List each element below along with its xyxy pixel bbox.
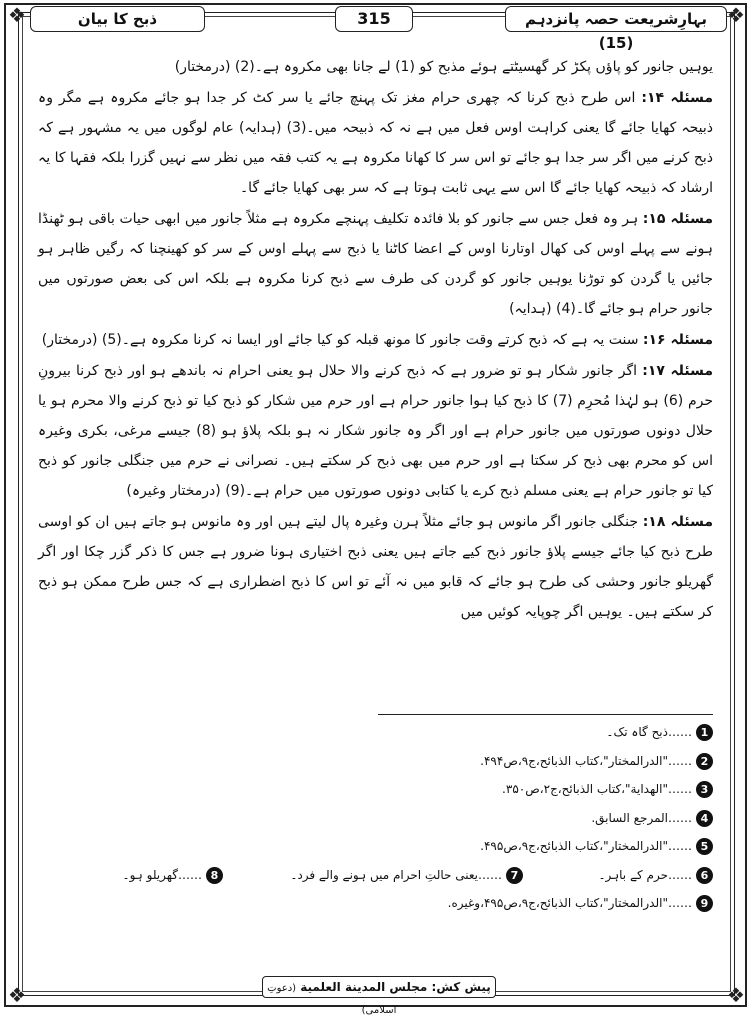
paragraph	[38, 52, 713, 82]
page-number: 315	[335, 6, 413, 32]
footnote-text: ……"الهداية"،كتاب الذبائح،ج۲،ص۳۵۰.	[502, 782, 692, 796]
footnote	[38, 718, 713, 747]
footnote	[38, 747, 713, 776]
masala-label: مسئلہ ۱۷:	[642, 363, 714, 379]
footnote-text: ……"الدرالمختار"،كتاب الذبائح،ج۹،ص۴۹۵.	[480, 839, 692, 853]
page-footer	[0, 976, 753, 1016]
footnote	[263, 861, 523, 890]
footnote-number: 6	[696, 867, 713, 884]
masala-label: مسئلہ ۱۸:	[642, 514, 713, 530]
org-sub: (دعوتِ اسلامی)	[267, 983, 397, 1016]
paragraph	[38, 507, 713, 627]
corner-ornament-icon: ❖	[8, 983, 26, 1007]
paragraph-text: جنگلی جانور اگر مانوس ہو جائے مثلاً ہرن وغیرہ پال لیتے ہیں اور وہ مانوس ہو جاتے ہیں ان کو اوسی طرح ذبح کیا جائے جیسے پلاؤ جانور ذبح کیے جاتے ہیں یعنی ذبح اختیاری ہونا ضرور ہے جس کا ذکر گزر چکا اور اگر گھریلو جانور وحشی کی طرح ہو جائے کہ قابو میں نہ آئے تو اس کا ذبح اضطراری ہے کہ جس طرح ممکن ہو ذبح کر سکتے ہیں۔ یوہیں اگر چوپایہ کوئیں میں	[38, 514, 713, 620]
footnote-text: ……"الدرالمختار"،کتاب الذبائح،ج۹،ص۴۹۴.	[480, 753, 692, 768]
footnote-number: 4	[696, 810, 713, 827]
paragraph-text: ہر وہ فعل جس سے جانور کو بلا فائدہ تکلیف پہنچے مکروہ ہے مثلاً جانور میں ابھی حیات باقی ہو ٹھنڈا ہونے سے پہلے اوس کی کھال اوتارنا اوس کے اعضا کاٹنا یا ذبح سے پہلے اوس کے سر کو کھینچنا کہ رگیں ظاہر ہو جائیں یا گردن کو توڑنا یوہیں جانور کو گردن کی طرف سے ذبح کرنا مکروہ ہے بلکہ اس کی بعض صورتوں میں جانور حرام ہو جائے گا۔(4) (ہدایہ)	[38, 211, 713, 317]
footnote-number: 5	[696, 838, 713, 855]
paragraph-text: اس طرح ذبح کرنا کہ چھری حرام مغز تک پہنچ جائے یا سر کٹ کر جدا ہو جائے مکروہ ہے مگر وہ ذبیحہ کھایا جائے گا یعنی کراہت اوس فعل میں ہے نہ کہ ذبیحہ میں۔(3) (ہدایہ) عام لوگوں میں یہ مشہور ہے کہ ذبح کرنے میں اگر سر جدا ہو جائے تو اس سر کا کھانا مکروہ ہے یہ کتب فقہ میں نظر سے نہیں گزرا بلکہ فقہا کا یہ ارشاد کہ ذبیحہ کھایا جائے گا اس سے یہی ثابت ہوتا ہے کہ سر بھی کھایا جائے گا۔	[38, 90, 713, 196]
footnote-text: ……حرم کے باہر۔	[598, 867, 692, 882]
footnote-number: 8	[206, 867, 223, 884]
footnote-text: ……المرجع السابق.	[591, 810, 692, 825]
paragraph	[38, 356, 713, 506]
footnote	[123, 861, 223, 890]
masala-label: مسئلہ ۱۵:	[642, 211, 714, 227]
paragraph-text: اگر جانور شکار ہو تو ضرور ہے کہ ذبح کرنے والا حلال ہو یعنی احرام نہ باندھے ہو اور ذبح کرنا بیرونِ حرم (6) ہو لہٰذا مُحرِم (7) کا ذبح کیا ہوا جانور حرام ہے اور حرم میں شکار کو ذبح کیا تو ذبح کرنے والا محرم ہو یا حلال دونوں صورتوں میں جانور حرام ہے اور اگر وہ جانور شکار نہ ہو بلکہ پلاؤ ہو (8) جیسے مرغی، بکری وغیرہ اس کو محرم بھی ذبح کر سکتا ہے اور حرم میں بھی ذبح کر سکتے ہیں۔ نصرانی نے حرم میں جنگلی جانور کو ذبح کیا تو جانور حرام ہے یعنی مسلم ذبح کرے یا کتابی دونوں صورتوں میں حرام ہے۔(9) (درمختار وغیرہ)	[38, 363, 713, 499]
footnote-row	[38, 861, 713, 890]
footnotes	[38, 718, 713, 918]
paragraph-text: یوہیں جانور کو پاؤں پکڑ کر گھسیٹتے ہوئے مذبح کو (1) لے جانا بھی مکروہ ہے۔(2) (درمختار)	[174, 59, 713, 75]
footnote-text: ……گھریلو ہو۔	[122, 867, 202, 882]
footnote-number: 2	[696, 753, 713, 770]
masala-label: مسئلہ ۱۴:	[641, 90, 714, 106]
masala-label: مسئلہ ۱۶:	[642, 332, 713, 348]
footnote	[38, 775, 713, 804]
paragraph	[38, 325, 713, 355]
main-text	[38, 52, 713, 628]
footnote-number: 9	[696, 895, 713, 912]
footnote-separator	[378, 714, 713, 715]
publisher-box	[262, 976, 496, 1016]
section-title: ذبح کا بیان	[30, 6, 205, 32]
footnote-text: ……ذبح گاہ تک۔	[606, 725, 692, 739]
corner-ornament-icon: ❖	[727, 983, 745, 1007]
footnote	[563, 861, 713, 890]
paragraph	[38, 204, 713, 324]
footnote-text: ……یعنی حالتِ احرام میں ہونے والے فرد۔	[290, 867, 502, 882]
book-title: بہارِشریعت حصہ پانزدہم (15)	[505, 6, 727, 32]
footnote	[38, 804, 713, 833]
presenter-label: پیش کش:	[431, 980, 491, 994]
org-name: مجلس المدينة العلمية	[300, 980, 428, 994]
footnote	[38, 832, 713, 861]
corner-ornament-icon: ❖	[727, 3, 745, 27]
footnote	[38, 889, 713, 918]
footnote-number: 1	[696, 724, 713, 741]
paragraph	[38, 83, 713, 203]
footnote-text: ……"الدرالمختار"،كتاب الذبائح،ج۹،ص۴۹۵،وغيره.	[447, 896, 692, 910]
page-header	[0, 3, 753, 52]
footnote-number: 3	[696, 781, 713, 798]
footnote-number: 7	[506, 867, 523, 884]
corner-ornament-icon: ❖	[8, 3, 26, 27]
paragraph-text: سنت یہ ہے کہ ذبح کرتے وقت جانور کا مونھ قبلہ کو کیا جائے اور ایسا نہ کرنا مکروہ ہے۔(5) (درمختار)	[41, 332, 639, 348]
